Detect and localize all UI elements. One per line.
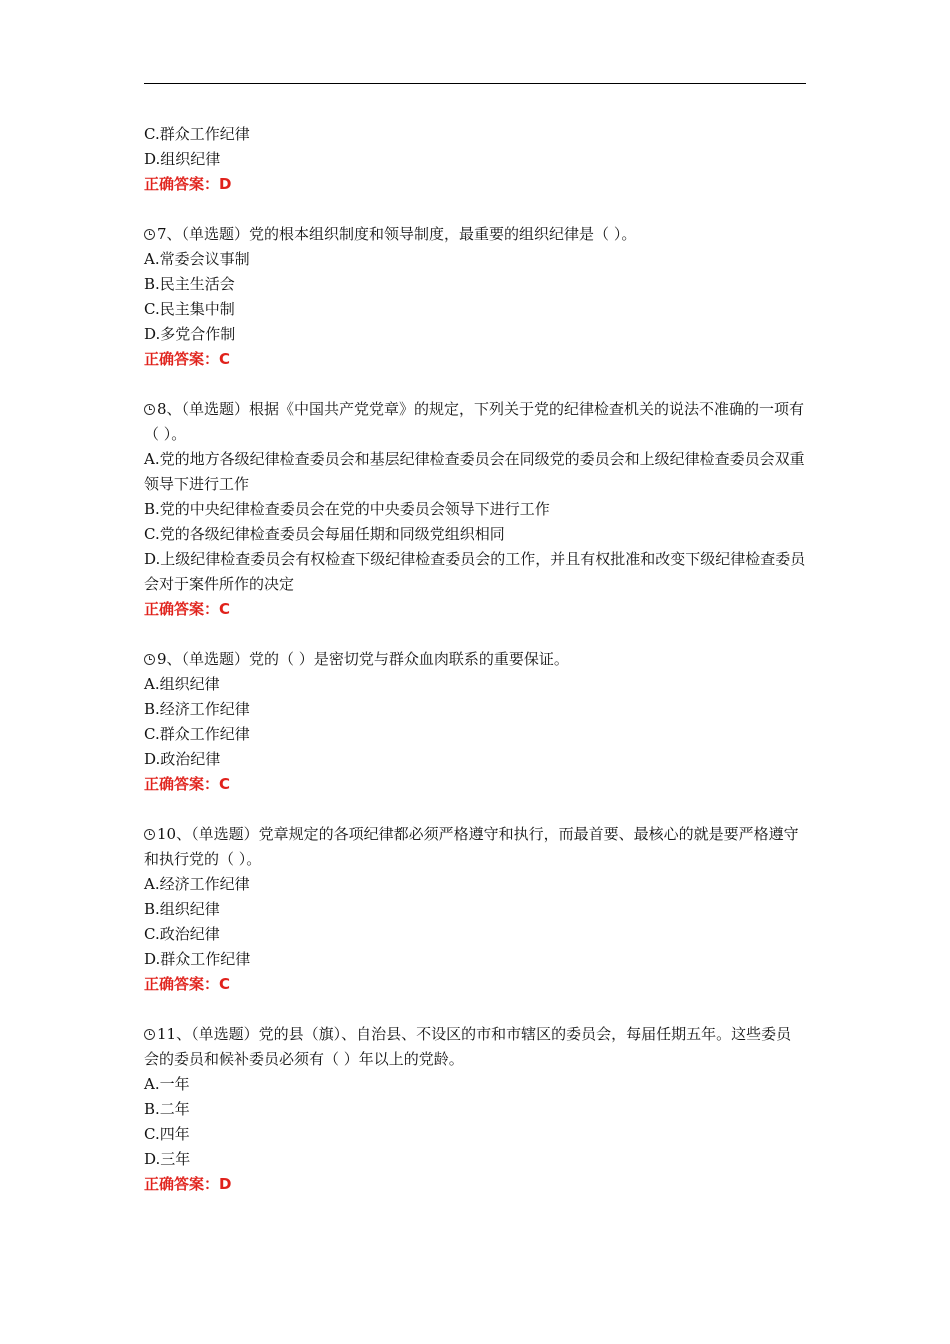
correct-answer: 正确答案：C — [144, 350, 231, 368]
question-8 — [144, 397, 806, 622]
option-b: B.组织纪律 — [144, 900, 220, 918]
option-c: C.群众工作纪律 — [144, 725, 250, 743]
clock-icon — [144, 404, 155, 415]
option-d: D.上级纪律检查委员会有权检查下级纪律检查委员会的工作，并且有权批准和改变下级纪律检查委员会对于案件所作的决定 — [144, 550, 806, 593]
question-9 — [144, 647, 806, 797]
question-stem: 11、（单选题）党的县（旗）、自治县、不设区的市和市辖区的委员会，每届任期五年。这些委员会的委员和候补委员必须有（ ）年以上的党龄。 — [144, 1025, 792, 1068]
option-c: C.民主集中制 — [144, 300, 235, 318]
option-d: D.组织纪律 — [144, 150, 221, 168]
option-d: D.政治纪律 — [144, 750, 221, 768]
question-stem: 9、（单选题）党的（ ）是密切党与群众血肉联系的重要保证。 — [144, 647, 806, 672]
question-stem: 10、（单选题）党章规定的各项纪律都必须严格遵守和执行，而最首要、最核心的就是要严格遵守和执行党的（ ）。 — [144, 825, 799, 868]
correct-answer: 正确答案：C — [144, 975, 231, 993]
option-a: A.一年 — [144, 1075, 190, 1093]
option-b: B.经济工作纪律 — [144, 700, 250, 718]
option-a: A.经济工作纪律 — [144, 875, 250, 893]
option-a: A.常委会议事制 — [144, 250, 250, 268]
option-b: B.党的中央纪律检查委员会在党的中央委员会领导下进行工作 — [144, 500, 550, 518]
clock-icon — [144, 654, 155, 665]
option-c: C.群众工作纪律 — [144, 125, 250, 143]
clock-icon — [144, 1029, 155, 1040]
correct-answer: 正确答案：D — [144, 175, 232, 193]
correct-answer: 正确答案：D — [144, 1175, 232, 1193]
question-stem: 8、（单选题）根据《中国共产党党章》的规定，下列关于党的纪律检查机关的说法不准确的一项有（ ）。 — [144, 400, 805, 443]
clock-icon — [144, 229, 155, 240]
option-c: C.党的各级纪律检查委员会每届任期和同级党组织相同 — [144, 525, 505, 543]
question-list — [144, 122, 806, 1197]
option-d: D.群众工作纪律 — [144, 950, 251, 968]
correct-answer: 正确答案：C — [144, 775, 231, 793]
header-rule — [144, 83, 806, 84]
option-b: B.二年 — [144, 1100, 190, 1118]
option-d: D.多党合作制 — [144, 325, 236, 343]
carryover-block — [144, 122, 806, 197]
option-a: A.党的地方各级纪律检查委员会和基层纪律检查委员会在同级党的委员会和上级纪律检查委员会双重领导下进行工作 — [144, 450, 805, 493]
option-d: D.三年 — [144, 1150, 191, 1168]
question-stem: 7、（单选题）党的根本组织制度和领导制度，最重要的组织纪律是（ ）。 — [144, 222, 806, 247]
option-c: C.四年 — [144, 1125, 190, 1143]
question-10 — [144, 822, 806, 997]
option-c: C.政治纪律 — [144, 925, 220, 943]
correct-answer: 正确答案：C — [144, 600, 231, 618]
option-b: B.民主生活会 — [144, 275, 235, 293]
option-a: A.组织纪律 — [144, 675, 220, 693]
question-11 — [144, 1022, 806, 1197]
question-7 — [144, 222, 806, 372]
clock-icon — [144, 829, 155, 840]
